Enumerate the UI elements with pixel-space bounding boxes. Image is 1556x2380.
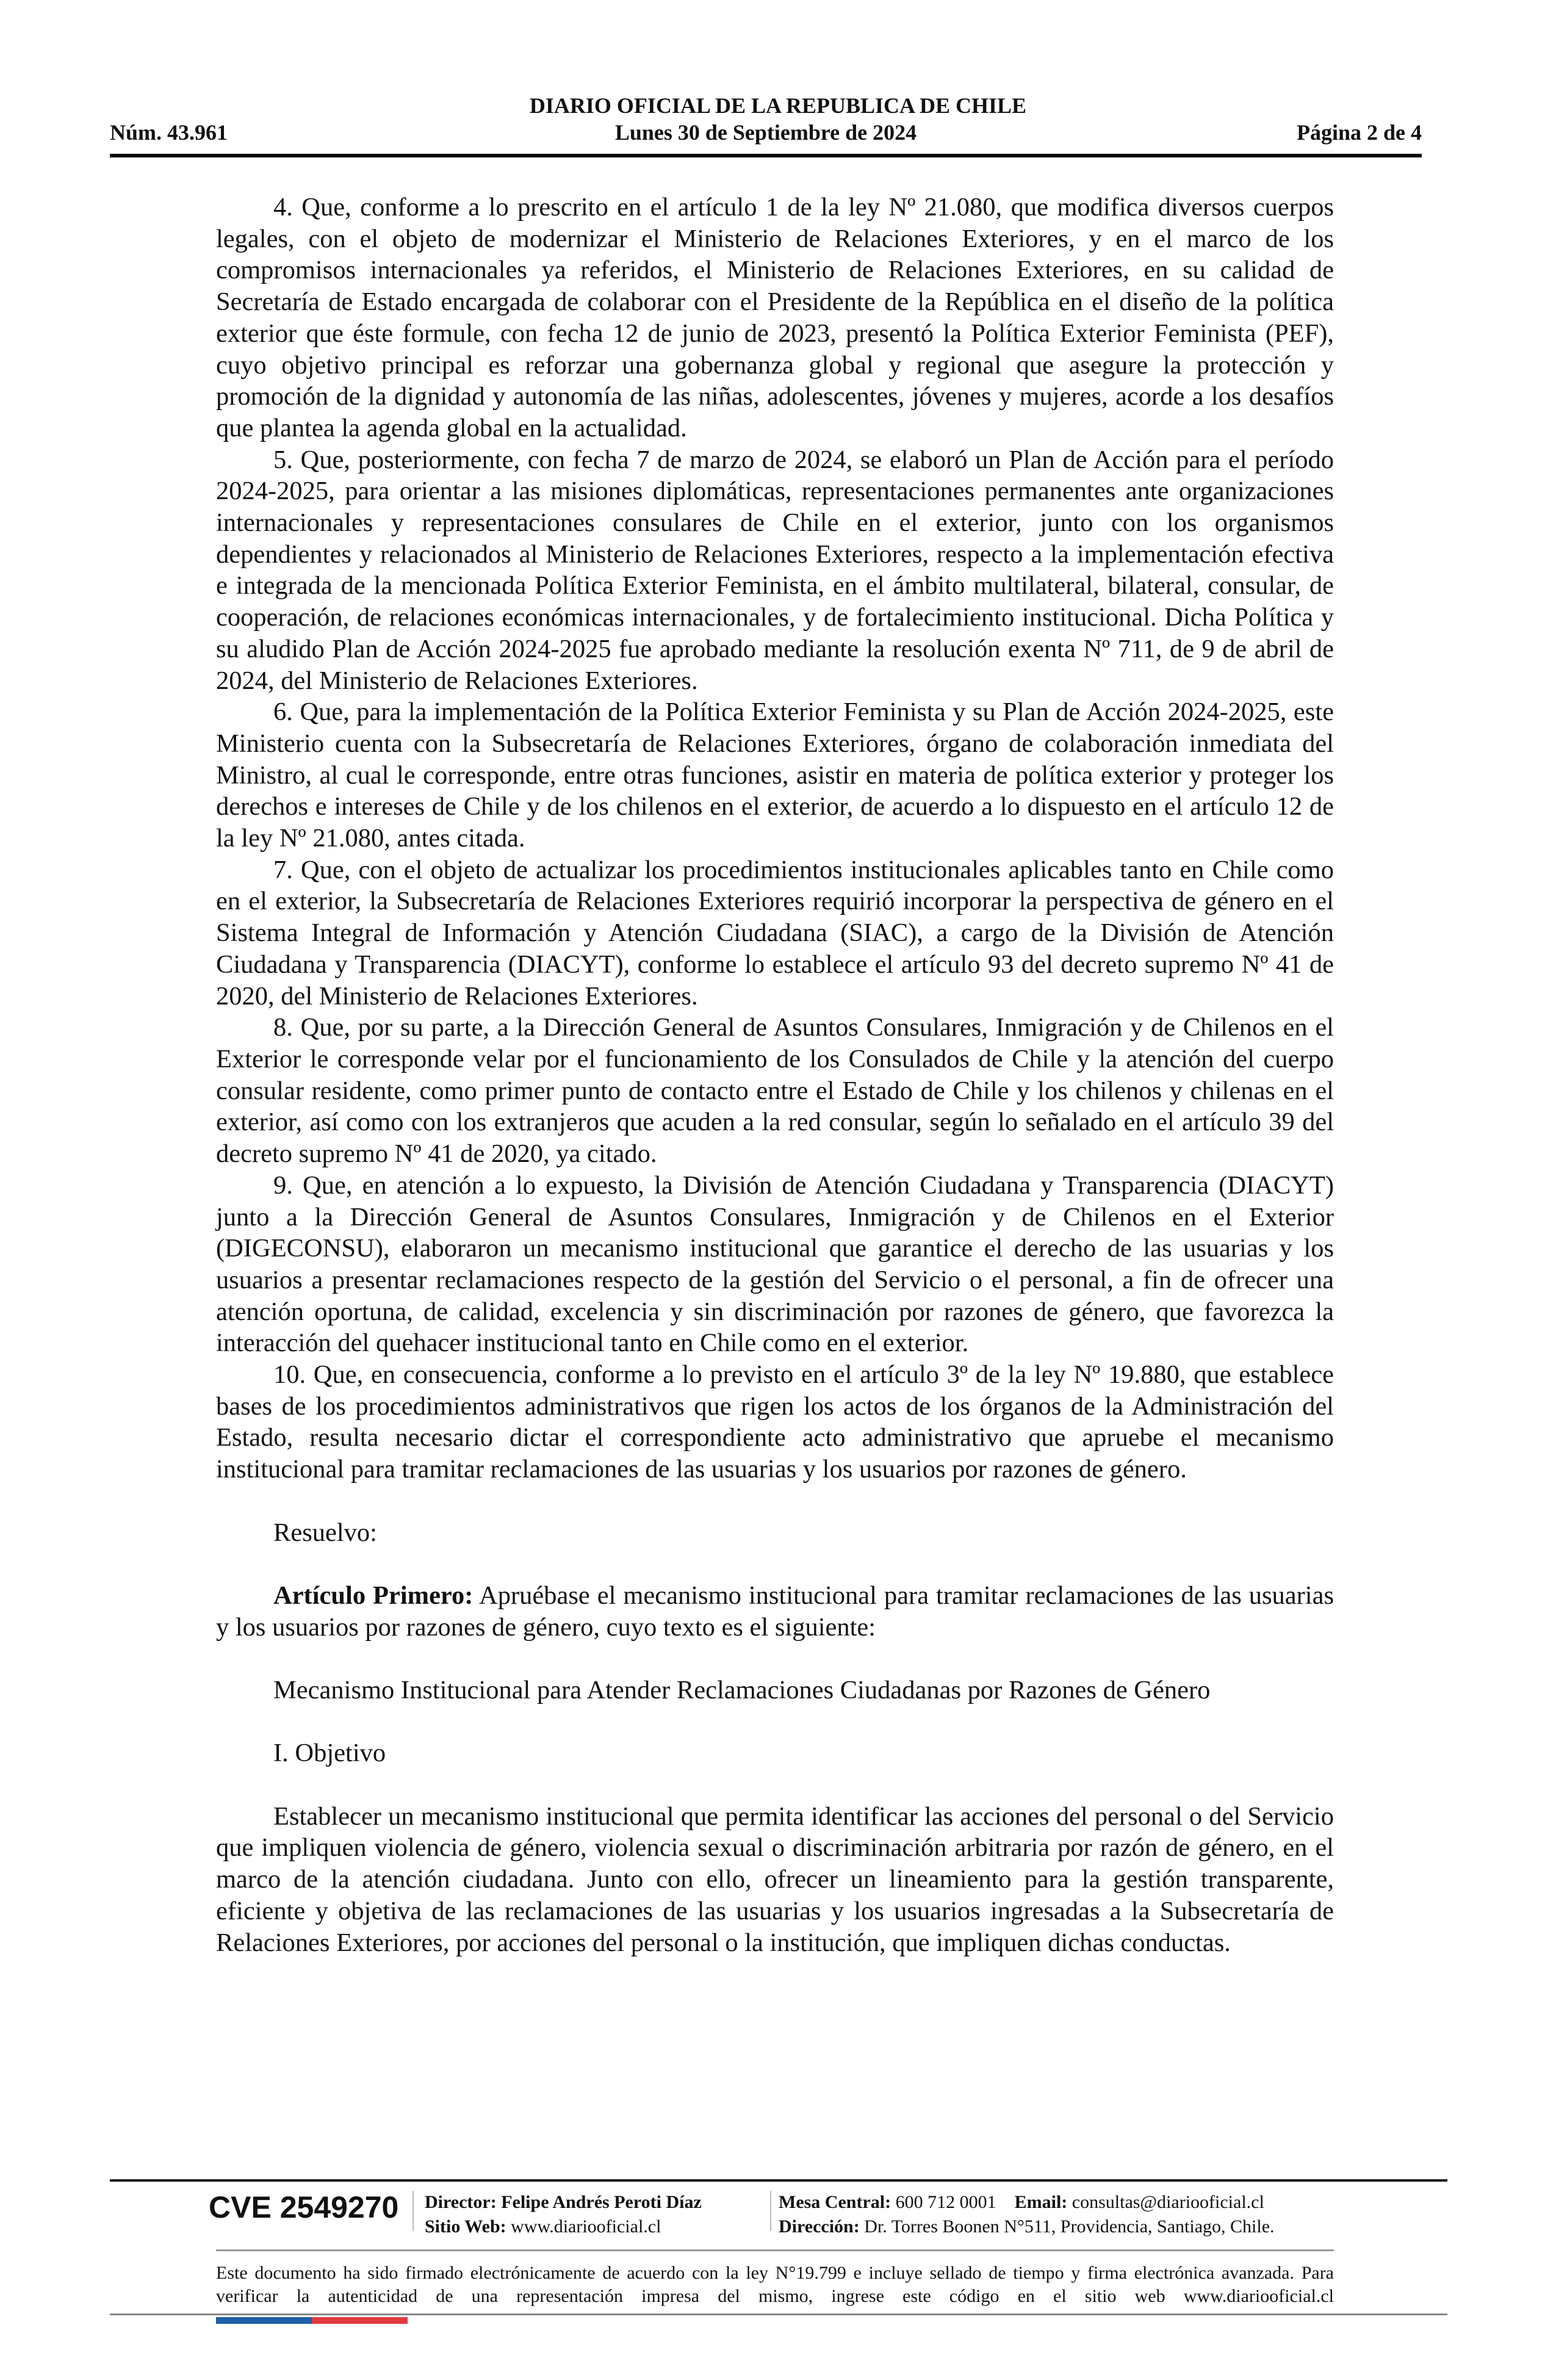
- website-label: Sitio Web:: [425, 2216, 506, 2237]
- footer-divider-middle: [216, 2249, 1334, 2251]
- section-heading: I. Objetivo: [273, 1739, 386, 1768]
- paragraph-6: 6. Que, para la implementación de la Política Exterior Feminista y su Plan de Acción 2024-2025, este Ministerio cuenta con la Subsecretaría de Relaciones Exteriores, órgano de colaboración inmediata del Ministro, al cual le corresponde, entre otras funciones, asistir en materia de política exterior y proteger los derechos e intereses de Chile y de los chilenos en el exterior, de acuerdo a lo dispuesto en el artículo 12 de la ley Nº 21.080, antes citada.: [216, 698, 1334, 853]
- footer-divider-top: [110, 2179, 1447, 2182]
- flag-stripe-red: [312, 2317, 408, 2324]
- website-link[interactable]: www.diariooficial.cl: [506, 2216, 661, 2237]
- flag-stripe-blue: [216, 2317, 312, 2324]
- director-label: Director:: [425, 2192, 497, 2212]
- address-line: [779, 2216, 1275, 2237]
- email-label: Email:: [1014, 2192, 1068, 2212]
- paragraph-7: 7. Que, con el objeto de actualizar los procedimientos institucionales aplicables tanto en Chile como en el exterior, la Subsecretaría de Relaciones Exteriores requirió incorporar la perspectiva de género en el Sistema Integral de Información y Atención Ciudadana (SIAC), a cargo de la División de Atención Ciudadana y Transparencia (DIACYT), conforme lo establece el artículo 93 del decreto supremo Nº 41 de 2020, del Ministerio de Relaciones Exteriores.: [216, 855, 1334, 1011]
- website-line: [425, 2216, 661, 2237]
- objetivo-text: Establecer un mecanismo institucional que permita identificar las acciones del personal o del Servicio que impliquen violencia de género, violencia sexual o discriminación arbitraria por razón de género, en el marco de la atención ciudadana. Junto con ello, ofrecer un lineamiento para la gestión transparente, eficiente y objetiva de las reclamaciones de las usuarias y los usuarios ingresadas a la Subsecretaría de Relaciones Exteriores, por acciones del personal o la institución, que impliquen dichas conductas.: [216, 1801, 1334, 1957]
- issue-number: Núm. 43.961: [110, 120, 228, 145]
- signature-disclaimer: Este documento ha sido firmado electrónicamente de acuerdo con la ley N°19.799 e incluye sellado de tiempo y firma electrónica avanzada. Para verificar la autenticidad de una representación impresa del mismo, ingrese este código en el sitio web www.diariooficial.cl: [216, 2263, 1334, 2306]
- resuelvo: Resuelvo:: [273, 1518, 377, 1547]
- issue-date: Lunes 30 de Septiembre de 2024: [614, 120, 917, 145]
- document-body: [216, 192, 1334, 1958]
- footer-separator: [412, 2191, 414, 2231]
- address: Dr. Torres Boonen N°511, Providencia, Santiago, Chile.: [859, 2216, 1275, 2237]
- paragraph-5: 5. Que, posteriormente, con fecha 7 de marzo de 2024, se elaboró un Plan de Acción para el período 2024-2025, para orientar a las misiones diplomáticas, representaciones permanentes ante organizaciones internacionales y representaciones consulares de Chile en el exterior, junto con los organismos dependientes y relacionados al Ministerio de Relaciones Exteriores, respecto a la implementación efectiva e integrada de la mencionada Política Exterior Feminista, en el ámbito multilateral, bilateral, consular, de cooperación, de relaciones económicas internacionales, y de fortalecimiento institucional. Dicha Política y su aludido Plan de Acción 2024-2025 fue aprobado mediante la resolución exenta Nº 711, de 9 de abril de 2024, del Ministerio de Relaciones Exteriores.: [216, 445, 1334, 695]
- header-divider: [110, 154, 1422, 157]
- paragraph-10: 10. Que, en consecuencia, conforme a lo previsto en el artículo 3º de la ley Nº 19.880, que establece bases de los procedimientos administrativos que rigen los actos de los órganos de la Administración del Estado, resulta necesario dictar el correspondiente acto administrativo que apruebe el mecanismo institucional para tramitar reclamaciones de las usuarias y los usuarios por razones de género.: [216, 1360, 1334, 1484]
- mesa-phone: 600 712 0001: [891, 2192, 996, 2212]
- email-link[interactable]: consultas@diariooficial.cl: [1067, 2192, 1264, 2212]
- paragraph-8: 8. Que, por su parte, a la Dirección General de Asuntos Consulares, Inmigración y de Chilenos en el Exterior le corresponde velar por el funcionamiento de los Consulados de Chile y la atención del cuerpo consular residente, como primer punto de contacto entre el Estado de Chile y los chilenos y chilenas en el exterior, así como con los extranjeros que acuden a la red consular, según lo señalado en el artículo 39 del decreto supremo Nº 41 de 2020, ya citado.: [216, 1013, 1334, 1169]
- contact-line: [779, 2192, 1264, 2213]
- articulo-primero: [216, 1580, 1334, 1643]
- articulo-label: Artículo Primero:: [273, 1581, 474, 1610]
- footer-separator: [770, 2191, 771, 2231]
- mecanismo-title: Mecanismo Institucional para Atender Reclamaciones Ciudadanas por Razones de Género: [273, 1676, 1211, 1704]
- director-name: Felipe Andrés Peroti Díaz: [496, 2192, 702, 2212]
- director-line: [425, 2192, 702, 2213]
- cve-code: CVE 2549270: [209, 2190, 399, 2224]
- header-title: DIARIO OFICIAL DE LA REPUBLICA DE CHILE: [529, 93, 1027, 118]
- paragraph-4: 4. Que, conforme a lo prescrito en el artículo 1 de la ley Nº 21.080, que modifica diversos cuerpos legales, con el objeto de modernizar el Ministerio de Relaciones Exteriores, y en el marco de los compromisos internacionales ya referidos, el Ministerio de Relaciones Exteriores, en su calidad de Secretaría de Estado encargada de colaborar con el Presidente de la República en el diseño de la política exterior que éste formule, con fecha 12 de junio de 2023, presentó la Política Exterior Feminista (PEF), cuyo objetivo principal es reforzar una gobernanza global y regional que asegure la protección y promoción de la dignidad y autonomía de las niñas, adolescentes, jóvenes y mujeres, acorde a los desafíos que plantea la agenda global en la actualidad.: [216, 193, 1334, 442]
- address-label: Dirección:: [779, 2216, 860, 2237]
- paragraph-9: 9. Que, en atención a lo expuesto, la División de Atención Ciudadana y Transparencia (DIACYT) junto a la Dirección General de Asuntos Consulares, Inmigración y de Chilenos en el Exterior (DIGECONSU), elaboraron un mecanismo institucional que garantice el derecho de las usuarias y los usuarios a presentar reclamaciones respecto de la gestión del Servicio o el personal, a fin de ofrecer una atención oportuna, de calidad, excelencia y sin discriminación por razones de género, que favorezca la interacción del quehacer institucional tanto en Chile como en el exterior.: [216, 1170, 1334, 1358]
- page-number: Página 2 de 4: [1296, 120, 1422, 145]
- footer-divider-bottom: [110, 2313, 1447, 2315]
- mesa-label: Mesa Central:: [779, 2192, 891, 2212]
- articulo-text: Apruébase el mecanismo institucional para tramitar reclamaciones de las usuarias y los usuarios por razones de género, cuyo texto es el siguiente:: [216, 1581, 1334, 1642]
